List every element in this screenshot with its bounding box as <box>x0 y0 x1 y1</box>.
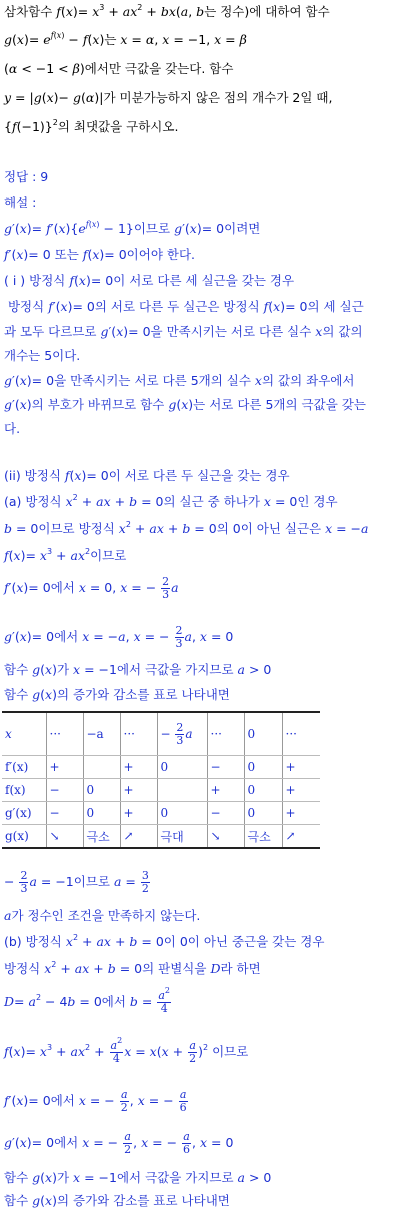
table-cell: 0 <box>83 802 120 825</box>
table-cell: ··· <box>46 712 83 756</box>
table-cell: − <box>46 802 83 825</box>
table-cell <box>157 779 207 802</box>
table-cell: + <box>120 756 157 779</box>
sol-line-2: f′(x)= 0 또는 f(x)= 0이어야 한다. <box>4 247 195 262</box>
table-cell: ↘ <box>46 825 83 849</box>
table-cell: + <box>282 802 320 825</box>
case-b-line-3: $f(x)= x^3 + ax^2$ + $\frac{a^2}{4}$ x = x(x + $\frac{a}{2}$ )$^2$ 이므로 <box>4 1036 249 1065</box>
table-cell: g′(x) <box>2 802 46 825</box>
table-cell: − <box>207 802 244 825</box>
case-a-line-2: $f(x)= x^3 + ax^2$이므로 <box>4 547 127 563</box>
table-cell <box>83 756 120 779</box>
problem-line-3: (α < −1 < β)에서만 극값을 갖는다. 함수 <box>4 61 234 76</box>
case-b-title: (b) 방정식 $x^2$ + ax + b = 0이 0이 아닌 중근을 갖는 경우 <box>4 933 325 949</box>
table-cell: −a <box>83 712 120 756</box>
case-b-line-1: 방정식 $x^2$ + ax + b = 0의 판별식을 D라 하면 <box>4 960 261 976</box>
table-cell: g(x) <box>2 825 46 849</box>
table-cell: ↗ <box>282 825 320 849</box>
table-cell: 극소 <box>244 825 282 849</box>
table-cell: 극소 <box>83 825 120 849</box>
table-cell: 0 <box>244 779 282 802</box>
table-row <box>2 779 320 802</box>
problem-line-2: $g(x)= e^{f(x)} - f(x)$는 x = α, x = −1, x = β <box>4 31 247 47</box>
table-row <box>2 802 320 825</box>
case-i-line-3: 개수는 5이다. <box>4 348 81 363</box>
table-row <box>2 756 320 779</box>
case-a-line-4: g′(x)= 0에서 x = −a, x = − $\frac{2}{3}$ a, x = 0 <box>4 624 234 650</box>
answer: 정답 : 9 <box>4 169 49 184</box>
sign-table <box>2 711 320 849</box>
problem-line-4: y = |g(x)− g(α)|가 미분가능하지 않은 점의 개수가 2일 때, <box>4 90 333 105</box>
table-row <box>2 825 320 849</box>
problem-line-1: 삼차함수 $f(x)= x^3 + ax^2 + bx(a$, b는 정수)에 대하여 함수 <box>4 3 330 19</box>
case-a-line-3: f′(x)= 0에서 x = 0, x = − $\frac{2}{3}$ a <box>4 575 179 601</box>
case-i-title: ( i ) 방정식 f(x)= 0이 서로 다른 세 실근을 갖는 경우 <box>4 273 295 288</box>
table-cell: 0 <box>157 802 207 825</box>
table-cell: ··· <box>120 712 157 756</box>
case-b-line-7: 함수 g(x)의 증가와 감소를 표로 나타내면 <box>4 1193 230 1208</box>
case-b-line-6: 함수 g(x)가 x = −1에서 극값을 가지므로 a > 0 <box>4 1170 272 1185</box>
case-i-line-1: 방정식 f′(x)= 0의 서로 다른 두 실근은 방정식 f(x)= 0의 세 실근 <box>4 299 364 314</box>
table-cell: − $\frac{2}{3}$ a <box>157 712 207 756</box>
table-cell: 0 <box>83 779 120 802</box>
case-a-title: (a) 방정식 $x^2$ + ax + b = 0의 실근 중 하나가 x = 0인 경우 <box>4 493 338 509</box>
case-a-note: a가 정수인 조건을 만족하지 않는다. <box>4 908 201 923</box>
case-i-line-5: g′(x)의 부호가 바뀌므로 함수 g(x)는 서로 다른 5개의 극값을 갖는 <box>4 397 366 412</box>
case-i-line-4: g′(x)= 0을 만족시키는 서로 다른 5개의 실수 x의 값의 좌우에서 <box>4 373 355 388</box>
table-cell: 0 <box>244 802 282 825</box>
case-i-line-6: 다. <box>4 421 21 436</box>
case-b-line-2: $D= a^2 - 4b = 0$에서 b = $\frac{a^2}{4}$ <box>4 986 171 1015</box>
case-i-line-2: 과 모두 다르므로 g′(x)= 0을 만족시키는 서로 다른 실수 x의 값의 <box>4 324 363 339</box>
table-cell: + <box>207 779 244 802</box>
case-a-line-6: 함수 g(x)의 증가와 감소를 표로 나타내면 <box>4 687 230 702</box>
table-cell: 극대 <box>157 825 207 849</box>
table-cell: − <box>207 756 244 779</box>
case-a-line-1: b = 0이므로 방정식 $x^2$ + ax + b = 0의 0이 아닌 실근은 x = −a <box>4 520 369 536</box>
table-cell: + <box>120 779 157 802</box>
case-a-line-7: − $\frac{2}{3}$ a = −1이므로 a = $\frac{3}{2}$ <box>4 869 149 895</box>
sol-line-1: $g'(x)= f'(x)\{e^{f(x)} - 1\}$이므로 g′(x)= 0이려면 <box>4 220 261 236</box>
case-b-line-4: f′(x)= 0에서 x = − $\frac{a}{2}$ , x = − $\frac{a}{6}$ <box>4 1088 187 1114</box>
solution-heading: 해설 : <box>4 195 37 210</box>
table-row <box>2 712 320 756</box>
table-cell: ↗ <box>120 825 157 849</box>
problem-line-5: $\{f(-1)\}^2$의 최댓값을 구하시오. <box>4 118 179 134</box>
table-cell: + <box>282 779 320 802</box>
table-cell: ··· <box>282 712 320 756</box>
table-cell: x <box>2 712 46 756</box>
table-cell: + <box>120 802 157 825</box>
table-cell: ↘ <box>207 825 244 849</box>
table-cell: 0 <box>157 756 207 779</box>
case-a-line-5: 함수 g(x)가 x = −1에서 극값을 가지므로 a > 0 <box>4 662 272 677</box>
table-cell: 0 <box>244 712 282 756</box>
table-cell: 0 <box>244 756 282 779</box>
table-cell: + <box>46 756 83 779</box>
table-cell: ··· <box>207 712 244 756</box>
table-cell: f(x) <box>2 779 46 802</box>
table-cell: f′(x) <box>2 756 46 779</box>
table-cell: − <box>46 779 83 802</box>
table-cell: + <box>282 756 320 779</box>
case-ii-title: (ii) 방정식 f(x)= 0이 서로 다른 두 실근을 갖는 경우 <box>4 468 290 483</box>
case-b-line-5: g′(x)= 0에서 x = − $\frac{a}{2}$ , x = − $\frac{a}{6}$ , x = 0 <box>4 1130 234 1156</box>
